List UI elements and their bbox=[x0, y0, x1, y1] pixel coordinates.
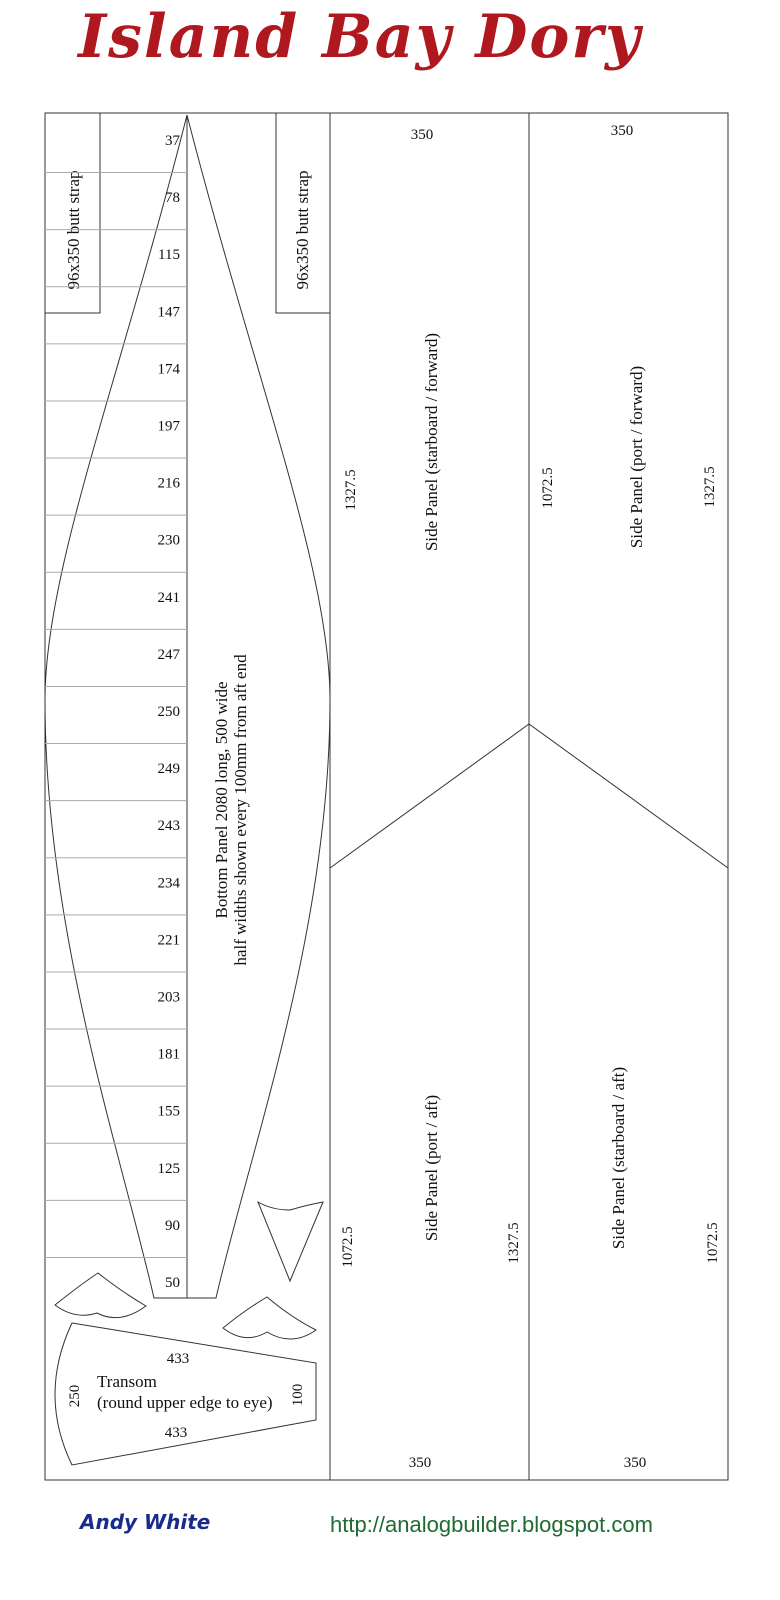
offcut-piece-left bbox=[55, 1273, 146, 1318]
transom-label-line1: Transom bbox=[97, 1372, 157, 1391]
half-width-label: 221 bbox=[157, 932, 180, 949]
half-width-label: 203 bbox=[157, 989, 180, 1006]
half-width-label: 125 bbox=[157, 1160, 180, 1177]
port-fwd-label: Side Panel (port / forward) bbox=[627, 365, 646, 549]
half-width-label: 247 bbox=[157, 646, 180, 663]
stbd-fwd-top-dim: 350 bbox=[410, 127, 434, 143]
half-width-label: 115 bbox=[158, 247, 180, 264]
offcut-piece-right bbox=[258, 1202, 323, 1281]
half-width-label: 155 bbox=[157, 1103, 180, 1120]
transom-bottom-dim: 433 bbox=[164, 1425, 188, 1441]
half-width-label: 249 bbox=[157, 761, 180, 778]
transom-left-dim: 250 bbox=[67, 1384, 83, 1408]
half-width-label: 243 bbox=[157, 818, 180, 835]
port-fwd-left-dim: 1072.5 bbox=[540, 467, 556, 509]
half-width-stations bbox=[45, 133, 187, 1291]
half-width-label: 216 bbox=[157, 475, 180, 492]
half-width-label: 147 bbox=[157, 304, 180, 321]
half-width-label: 174 bbox=[157, 361, 180, 378]
port-fwd-right-dim: 1327.5 bbox=[702, 466, 718, 508]
half-width-label: 78 bbox=[165, 190, 180, 207]
butt-strap-right-label: 96x350 butt strap bbox=[293, 170, 312, 290]
port-fwd-top-dim: 350 bbox=[610, 123, 634, 139]
port-aft-right-dim: 1327.5 bbox=[506, 1222, 522, 1264]
blog-url[interactable]: http://analogbuilder.blogspot.com bbox=[330, 1512, 653, 1537]
half-width-label: 37 bbox=[165, 133, 180, 149]
half-width-label: 250 bbox=[157, 704, 180, 720]
bottom-panel-label-line2: half widths shown every 100mm from aft end bbox=[231, 654, 250, 966]
transom-top-dim: 433 bbox=[166, 1351, 190, 1367]
port-aft-bottom-dim: 350 bbox=[408, 1455, 432, 1471]
transom-label-line2: (round upper edge to eye) bbox=[97, 1393, 273, 1412]
port-aft-left-dim: 1072.5 bbox=[340, 1226, 356, 1268]
stbd-fwd-left-dim: 1327.5 bbox=[343, 469, 359, 511]
half-width-label: 230 bbox=[157, 532, 180, 549]
transom-right-dim: 100 bbox=[290, 1383, 306, 1407]
half-width-label: 241 bbox=[157, 589, 180, 606]
half-width-label: 197 bbox=[157, 418, 180, 435]
stbd-aft-bottom-dim: 350 bbox=[623, 1455, 647, 1471]
half-width-label: 181 bbox=[157, 1046, 180, 1063]
stbd-fwd-label: Side Panel (starboard / forward) bbox=[422, 332, 441, 552]
stbd-aft-right-dim: 1072.5 bbox=[705, 1222, 721, 1264]
sheet-frame bbox=[45, 113, 728, 1480]
stbd-aft-label: Side Panel (starboard / aft) bbox=[609, 1066, 628, 1250]
page-title: Island Bay Dory bbox=[78, 2, 642, 72]
butt-strap-left-label: 96x350 butt strap bbox=[64, 170, 83, 290]
port-aft-label: Side Panel (port / aft) bbox=[422, 1094, 441, 1242]
half-width-label: 90 bbox=[165, 1217, 180, 1234]
author-signature: Andy White bbox=[80, 1510, 211, 1534]
offcut-piece-middle bbox=[223, 1297, 316, 1339]
bottom-panel-label-line1: Bottom Panel 2080 long, 500 wide bbox=[212, 681, 231, 919]
half-width-label: 234 bbox=[157, 875, 180, 892]
half-width-label: 50 bbox=[165, 1275, 180, 1291]
